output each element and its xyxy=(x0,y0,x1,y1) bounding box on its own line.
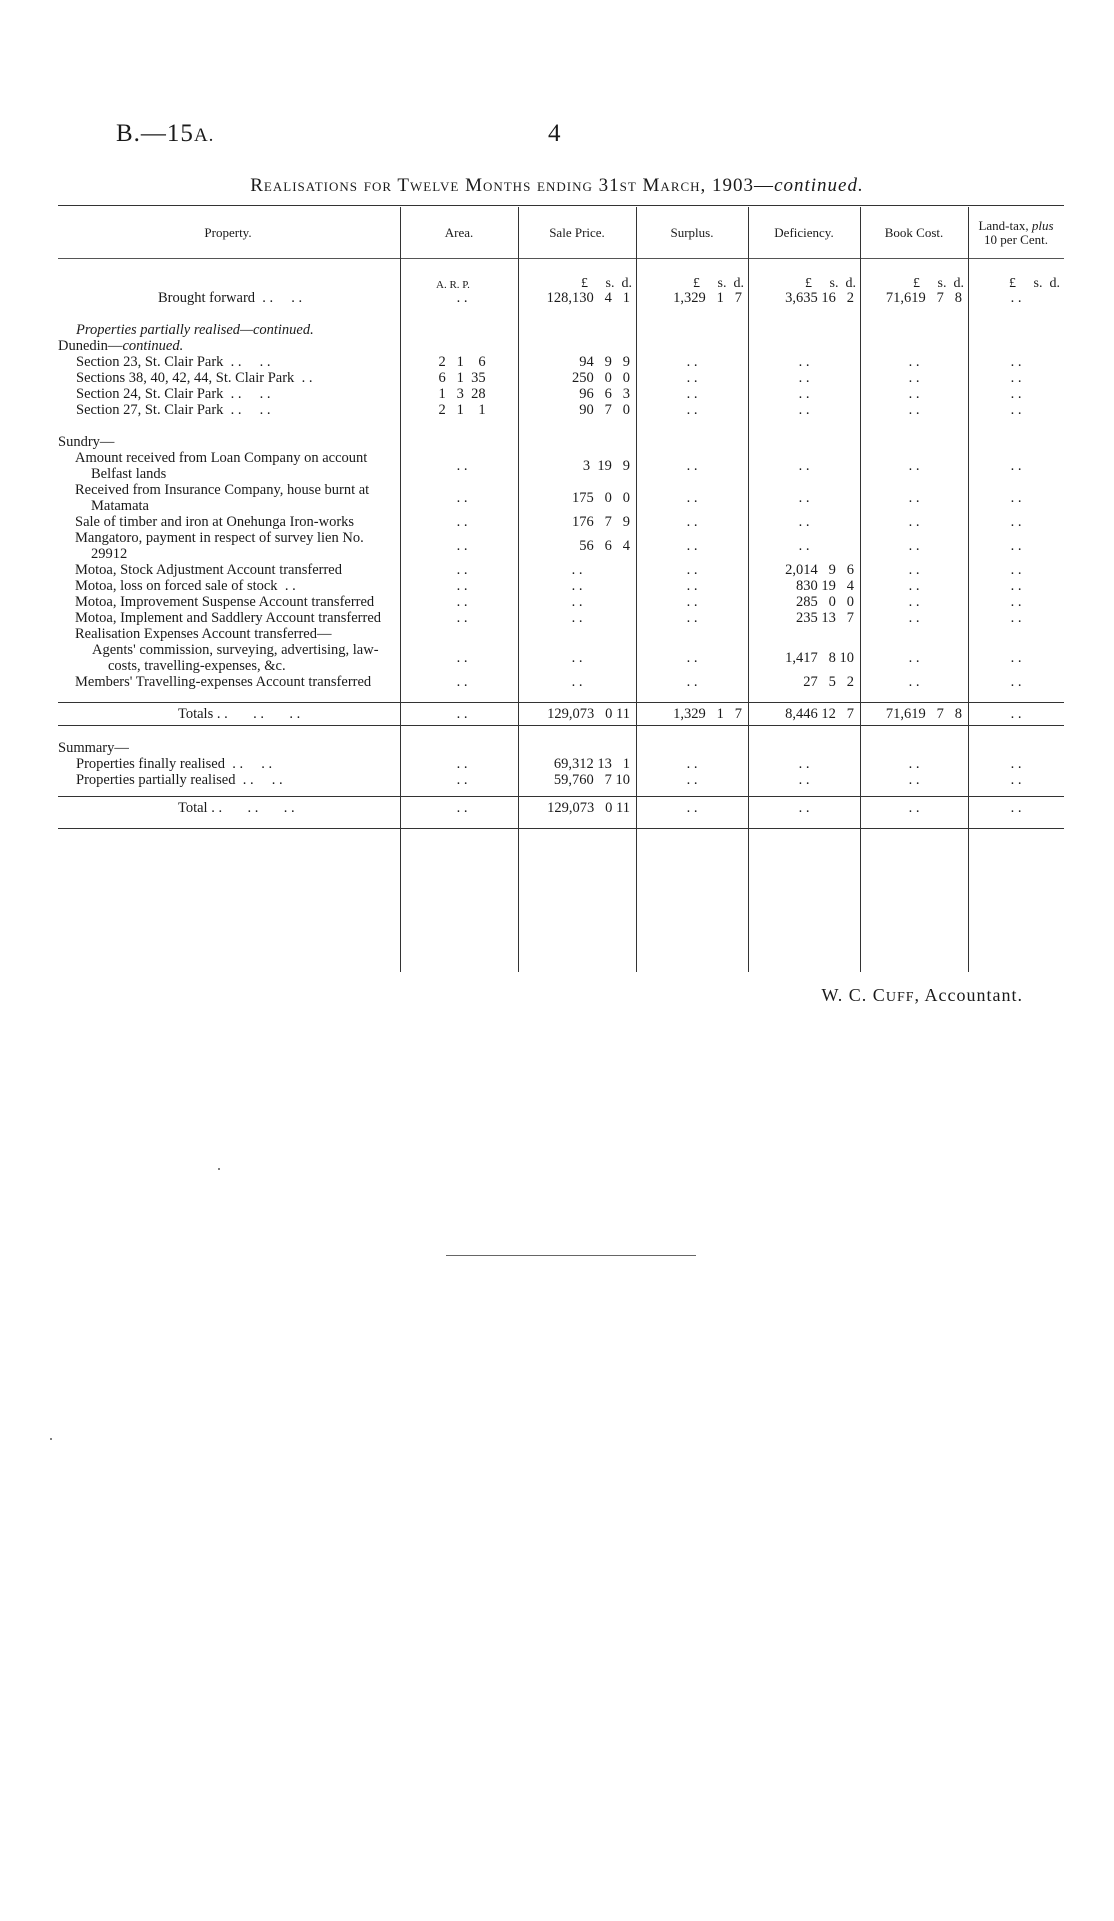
table-title: Realisations for Twelve Months ending 31st March, 1903—continued. xyxy=(250,175,864,196)
deficiency-cell xyxy=(748,338,860,354)
book-cost-cell: . . xyxy=(908,490,920,506)
area-cell: . . xyxy=(456,514,468,530)
area-cell: . . xyxy=(456,290,468,306)
spacer-cell xyxy=(58,418,1064,434)
dot-leader: . . . . xyxy=(223,354,271,370)
land-tax-cell: . . xyxy=(1010,490,1022,506)
area-cell xyxy=(400,740,518,756)
land-tax-cell: . . xyxy=(1010,610,1022,626)
area-cell: . . xyxy=(456,538,468,554)
row-label-text: Received from Insurance Company, house burnt at Matamata xyxy=(75,482,370,514)
row-label xyxy=(58,402,400,418)
book-cost-cell: . . xyxy=(908,386,920,402)
spacer-cell xyxy=(58,306,1064,322)
book-cost-cell: . . xyxy=(908,458,920,474)
spacer-row xyxy=(58,726,1064,741)
book-cost-cell: . . xyxy=(908,674,920,690)
land-tax-cell: . . xyxy=(1010,538,1022,554)
row-label-text: Motoa, Stock Adjustment Account transferred xyxy=(75,562,342,578)
table-row xyxy=(58,514,1064,530)
row-label-text: Agents' commission, surveying, advertising, law-costs, travelling-expenses, &c. xyxy=(92,642,379,674)
deficiency-cell: . . xyxy=(798,386,810,402)
deficiency-cell: . . xyxy=(798,514,810,530)
sale-price-cell: . . xyxy=(571,610,583,626)
surplus-cell: . . xyxy=(686,772,698,788)
sale-price-cell: 176 7 9 xyxy=(572,514,630,530)
row-label-text: Sundry— xyxy=(58,434,115,450)
sale-price-cell: 129,073 0 11 xyxy=(518,797,636,829)
area-cell: . . xyxy=(456,650,468,666)
row-label xyxy=(58,772,400,788)
row-label xyxy=(58,338,400,354)
area-cell: . . xyxy=(456,610,468,626)
book-cost-cell: . . xyxy=(908,772,920,788)
surplus-cell: . . xyxy=(686,490,698,506)
row-label xyxy=(58,674,400,690)
row-label-text: Summary— xyxy=(58,740,129,756)
sale-price-cell: 94 9 9 xyxy=(579,354,630,370)
land-tax-cell: . . xyxy=(968,703,1064,726)
area-cell xyxy=(400,322,518,338)
row-label xyxy=(58,578,400,594)
table-row xyxy=(58,402,1064,418)
row-label-text: Amount received from Loan Company on account Belfast lands xyxy=(75,450,368,482)
surplus-cell xyxy=(636,322,748,338)
book-cost-cell: . . xyxy=(908,650,920,666)
dot-leader: . . . . xyxy=(223,386,271,402)
row-label-text: Realisation Expenses Account transferred— xyxy=(75,626,332,642)
col-header-sale-price: Sale Price. xyxy=(549,225,605,240)
deficiency-cell: . . xyxy=(798,354,810,370)
stray-mark xyxy=(218,1168,220,1170)
col-header-book-cost: Book Cost. xyxy=(884,225,944,240)
row-label xyxy=(58,434,400,450)
dot-leader: . . . . xyxy=(223,402,271,418)
col-header-land-tax: Land-tax, plus 10 per Cent. xyxy=(978,218,1054,247)
book-cost-cell xyxy=(860,338,968,354)
spacer-row xyxy=(58,418,1064,434)
row-label-text: Properties partially realised xyxy=(76,772,236,788)
surplus-cell: . . xyxy=(686,386,698,402)
row-label-text: Members' Travelling-expenses Account transferred xyxy=(75,674,372,690)
book-cost-cell: . . xyxy=(908,538,920,554)
dot-leader: . . xyxy=(294,370,313,386)
row-label-text: Properties finally realised xyxy=(76,756,225,772)
sale-price-cell: . . xyxy=(571,578,583,594)
deficiency-cell: 2,014 9 6 xyxy=(785,562,854,578)
dot-leader: . . . . xyxy=(224,756,273,772)
deficiency-cell: . . xyxy=(798,538,810,554)
book-cost-cell: . . xyxy=(908,562,920,578)
area-cell: 1 3 28 xyxy=(438,386,486,402)
deficiency-cell xyxy=(748,740,860,756)
surplus-cell: . . xyxy=(686,578,698,594)
page-number: 4 xyxy=(548,120,561,147)
row-label xyxy=(58,740,400,756)
col-header-surplus: Surplus. xyxy=(670,225,714,240)
area-cell: . . xyxy=(400,797,518,829)
land-tax-cell xyxy=(968,322,1064,338)
book-cost-cell: . . xyxy=(908,594,920,610)
land-tax-cell: . . xyxy=(1010,674,1022,690)
section-heading-row xyxy=(58,322,1064,338)
row-label-text: Sections 38, 40, 42, 44, St. Clair Park xyxy=(76,370,295,386)
table-row xyxy=(58,562,1064,578)
sale-price-cell: 96 6 3 xyxy=(579,386,630,402)
area-cell: . . xyxy=(456,458,468,474)
header-rule xyxy=(58,258,1064,259)
stray-mark xyxy=(50,1438,52,1440)
dot-leader: . . . . xyxy=(255,290,303,306)
book-cost-cell: 71,619 7 8 xyxy=(885,290,962,306)
surplus-cell: . . xyxy=(636,797,748,829)
top-rule xyxy=(58,205,1064,206)
table-row xyxy=(58,450,1064,482)
row-label xyxy=(58,594,400,610)
area-cell xyxy=(400,338,518,354)
area-cell: . . xyxy=(456,756,468,772)
surplus-cell: . . xyxy=(686,562,698,578)
spacer-cell xyxy=(58,690,1064,703)
row-label xyxy=(58,756,400,772)
land-tax-cell xyxy=(968,626,1064,642)
land-tax-cell: . . xyxy=(1010,290,1022,306)
sale-price-cell: 129,073 0 11 xyxy=(518,703,636,726)
unit-area: A. R. P. xyxy=(436,279,470,291)
surplus-cell: . . xyxy=(686,370,698,386)
land-tax-cell: . . xyxy=(1010,386,1022,402)
row-label xyxy=(58,797,400,829)
surplus-cell xyxy=(636,338,748,354)
spacer-row xyxy=(58,306,1064,322)
spacer-cell xyxy=(58,726,1064,741)
dot-leader: . . xyxy=(277,578,296,594)
row-label-text: Section 23, St. Clair Park xyxy=(76,354,224,370)
land-tax-cell: . . xyxy=(1010,514,1022,530)
row-label-suffix: —continued. xyxy=(240,322,314,338)
deficiency-cell: . . xyxy=(798,402,810,418)
row-label-text: Dunedin— xyxy=(58,338,123,354)
surplus-cell: . . xyxy=(686,756,698,772)
surplus-cell: 1,329 1 7 xyxy=(673,290,742,306)
row-label xyxy=(58,642,400,674)
book-cost-cell: . . xyxy=(908,610,920,626)
deficiency-cell: . . xyxy=(798,458,810,474)
area-cell: . . xyxy=(456,578,468,594)
deficiency-cell: . . xyxy=(798,490,810,506)
row-label xyxy=(58,290,400,306)
deficiency-cell: . . xyxy=(748,797,860,829)
row-label xyxy=(58,610,400,626)
row-label xyxy=(58,322,400,338)
surplus-cell xyxy=(636,626,748,642)
land-tax-cell: . . xyxy=(1010,650,1022,666)
deficiency-cell xyxy=(748,322,860,338)
area-cell: . . xyxy=(456,772,468,788)
row-label xyxy=(58,703,400,726)
brought-forward-row xyxy=(58,290,1064,306)
table-row xyxy=(58,642,1064,674)
area-cell: 2 1 1 xyxy=(438,402,486,418)
sale-price-cell: 59,760 7 10 xyxy=(553,772,630,788)
row-label-text: Section 24, St. Clair Park xyxy=(76,386,224,402)
table-row xyxy=(58,354,1064,370)
deficiency-cell: . . xyxy=(798,370,810,386)
area-cell xyxy=(400,626,518,642)
row-label xyxy=(58,530,400,562)
book-cost-cell: . . xyxy=(908,354,920,370)
table-row xyxy=(58,386,1064,402)
land-tax-cell xyxy=(968,434,1064,450)
deficiency-cell: . . xyxy=(798,756,810,772)
surplus-cell: 1,329 1 7 xyxy=(636,703,748,726)
spacer-row xyxy=(58,690,1064,703)
row-label xyxy=(58,514,400,530)
table-row xyxy=(58,370,1064,386)
land-tax-cell: . . xyxy=(1010,562,1022,578)
row-label xyxy=(58,354,400,370)
row-label-suffix: continued. xyxy=(122,338,184,354)
land-tax-cell: . . xyxy=(1010,458,1022,474)
unit-surplus: £ s. d. xyxy=(693,276,744,291)
land-tax-cell: . . xyxy=(1010,756,1022,772)
area-cell: 6 1 35 xyxy=(438,370,486,386)
row-label-text: Motoa, Implement and Saddlery Account transferred xyxy=(75,610,382,626)
book-cost-cell xyxy=(860,322,968,338)
surplus-cell: . . xyxy=(686,458,698,474)
total-row xyxy=(58,797,1064,829)
table-row xyxy=(58,578,1064,594)
deficiency-cell: 285 0 0 xyxy=(796,594,854,610)
sale-price-cell xyxy=(518,434,636,450)
col-header-deficiency: Deficiency. xyxy=(774,225,834,240)
surplus-cell: . . xyxy=(686,402,698,418)
table-row xyxy=(58,610,1064,626)
surplus-cell: . . xyxy=(686,514,698,530)
dot-leader: . . . . . . xyxy=(213,706,301,722)
land-tax-cell: . . xyxy=(1010,370,1022,386)
book-cost-cell xyxy=(860,434,968,450)
sale-price-cell xyxy=(518,626,636,642)
sale-price-cell: 69,312 13 1 xyxy=(553,756,630,772)
row-label-text: Motoa, Improvement Suspense Account transferred xyxy=(75,594,375,610)
deficiency-cell xyxy=(748,434,860,450)
section-heading-row xyxy=(58,434,1064,450)
row-label-text: Properties partially realised xyxy=(76,322,241,338)
sale-price-cell: . . xyxy=(571,650,583,666)
sale-price-cell xyxy=(518,740,636,756)
sale-price-cell: . . xyxy=(571,674,583,690)
sale-price-cell xyxy=(518,338,636,354)
row-label xyxy=(58,370,400,386)
row-label-text: Total xyxy=(178,800,208,816)
area-cell: . . xyxy=(400,703,518,726)
deficiency-cell: 8,446 12 7 xyxy=(748,703,860,726)
area-cell: . . xyxy=(456,594,468,610)
book-cost-cell: . . xyxy=(908,756,920,772)
dot-leader: . . . . . . xyxy=(207,800,295,816)
deficiency-cell: . . xyxy=(798,772,810,788)
land-tax-cell: . . xyxy=(1010,578,1022,594)
table-row xyxy=(58,674,1064,690)
deficiency-cell: 1,417 8 10 xyxy=(785,650,854,666)
row-label-text: Mangatoro, payment in respect of survey lien No. 29912 xyxy=(75,530,364,562)
report-reference: B.—15A. xyxy=(116,120,215,147)
land-tax-cell: . . xyxy=(1010,594,1022,610)
land-tax-cell xyxy=(968,740,1064,756)
surplus-cell: . . xyxy=(686,538,698,554)
surplus-cell xyxy=(636,434,748,450)
area-cell: 2 1 6 xyxy=(438,354,486,370)
book-cost-cell xyxy=(860,626,968,642)
surplus-cell: . . xyxy=(686,650,698,666)
dot-leader: . . . . xyxy=(235,772,283,788)
sale-price-cell: . . xyxy=(571,594,583,610)
land-tax-cell xyxy=(968,338,1064,354)
book-cost-cell: . . xyxy=(908,578,920,594)
table-row xyxy=(58,594,1064,610)
surplus-cell: . . xyxy=(686,354,698,370)
sale-price-cell: 90 7 0 xyxy=(579,402,630,418)
area-cell: . . xyxy=(456,674,468,690)
deficiency-cell: 830 19 4 xyxy=(796,578,854,594)
book-cost-cell: . . xyxy=(860,797,968,829)
land-tax-cell: . . xyxy=(1010,772,1022,788)
signature: W. C. CUFF, Accountant. xyxy=(821,985,1023,1005)
sale-price-cell: 56 6 4 xyxy=(579,538,630,554)
row-label xyxy=(58,482,400,514)
area-cell: . . xyxy=(456,562,468,578)
section-heading-row xyxy=(58,740,1064,756)
book-cost-cell: 71,619 7 8 xyxy=(860,703,968,726)
deficiency-cell: 27 5 2 xyxy=(803,674,854,690)
deficiency-cell xyxy=(748,626,860,642)
row-label xyxy=(58,562,400,578)
surplus-cell xyxy=(636,740,748,756)
spacer-row xyxy=(58,788,1064,797)
surplus-cell: . . xyxy=(686,594,698,610)
unit-landtax: £ s. d. xyxy=(1009,276,1060,291)
row-label-text: Motoa, loss on forced sale of stock xyxy=(75,578,278,594)
sale-price-cell: . . xyxy=(571,562,583,578)
sale-price-cell: 175 0 0 xyxy=(572,490,630,506)
book-cost-cell xyxy=(860,740,968,756)
surplus-cell: . . xyxy=(686,674,698,690)
unit-book: £ s. d. xyxy=(913,276,964,291)
table-row xyxy=(58,482,1064,514)
sale-price-cell: 3 19 9 xyxy=(582,458,630,474)
deficiency-cell: 235 13 7 xyxy=(796,610,854,626)
spacer-cell xyxy=(58,788,1064,797)
row-label xyxy=(58,450,400,482)
end-rule xyxy=(446,1255,696,1256)
land-tax-cell: . . xyxy=(1010,402,1022,418)
section-heading-row xyxy=(58,338,1064,354)
area-cell: . . xyxy=(456,490,468,506)
summary-row xyxy=(58,756,1064,772)
realisations-table xyxy=(58,290,1064,829)
sale-price-cell: 250 0 0 xyxy=(572,370,630,386)
book-cost-cell: . . xyxy=(908,402,920,418)
col-header-area: Area. xyxy=(444,225,474,240)
unit-deficiency: £ s. d. xyxy=(805,276,856,291)
col-header-property: Property. xyxy=(204,225,252,240)
row-label-text: Sale of timber and iron at Onehunga Iron-works xyxy=(75,514,355,530)
land-tax-cell: . . xyxy=(1010,354,1022,370)
totals-row xyxy=(58,703,1064,726)
deficiency-cell: 3,635 16 2 xyxy=(785,290,854,306)
row-label xyxy=(58,386,400,402)
sale-price-cell xyxy=(518,322,636,338)
sale-price-cell: 128,130 4 1 xyxy=(546,290,630,306)
unit-sale: £ s. d. xyxy=(581,276,632,291)
row-label xyxy=(58,626,400,642)
land-tax-cell: . . xyxy=(968,797,1064,829)
section-heading-row xyxy=(58,626,1064,642)
row-label-text: Section 27, St. Clair Park xyxy=(76,402,224,418)
row-label-text: Totals xyxy=(178,706,214,722)
surplus-cell: . . xyxy=(686,610,698,626)
book-cost-cell: . . xyxy=(908,514,920,530)
row-label-text: Brought forward xyxy=(158,290,256,306)
book-cost-cell: . . xyxy=(908,370,920,386)
area-cell xyxy=(400,434,518,450)
summary-row xyxy=(58,772,1064,788)
table-row xyxy=(58,530,1064,562)
